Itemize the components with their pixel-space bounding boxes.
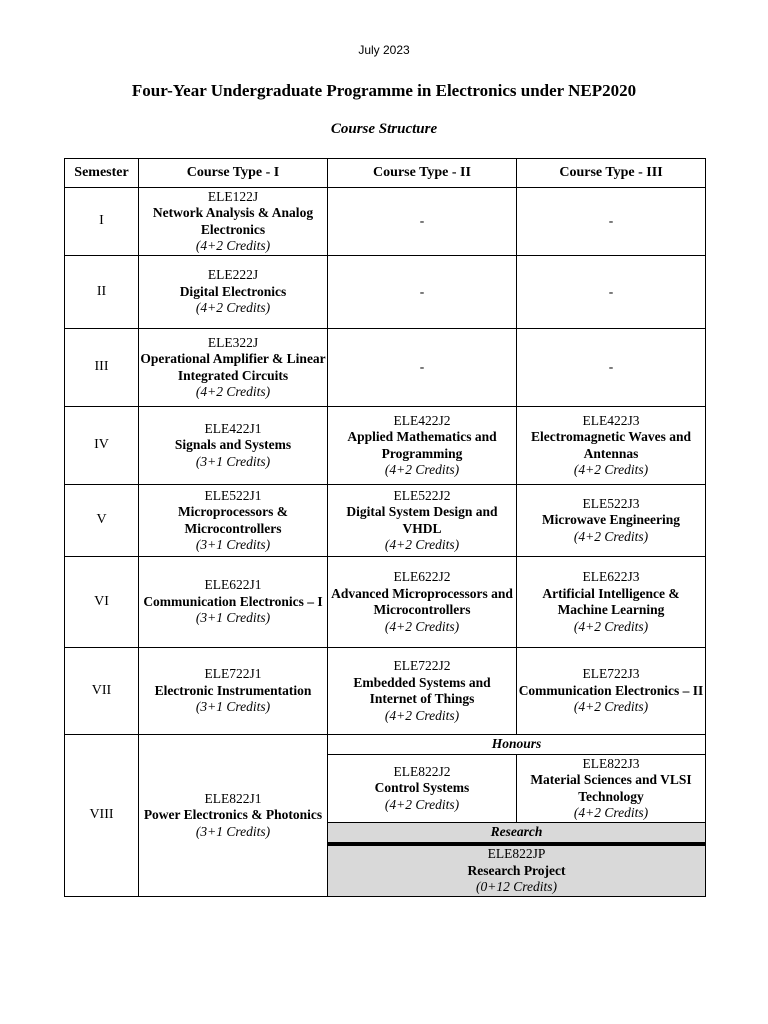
- course-cell: [517, 755, 706, 823]
- course-credits: (4+2 Credits): [384, 618, 460, 634]
- course-code: ELE422J3: [582, 412, 640, 428]
- header-semester: Semester: [65, 159, 139, 188]
- course-name: Research Project: [467, 862, 566, 878]
- course-cell: [328, 485, 517, 557]
- course-name: Operational Amplifier & Linear Integrated Circuits: [140, 351, 326, 383]
- honours-label: Honours: [328, 735, 706, 755]
- course-code: ELE622J1: [204, 577, 262, 593]
- course-credits: (4+2 Credits): [573, 462, 649, 477]
- course-code: ELE222J: [207, 267, 259, 283]
- course-code: ELE822J3: [582, 755, 640, 771]
- table-row: [65, 188, 706, 256]
- course-credits: (4+2 Credits): [195, 238, 271, 253]
- course-credits: (3+1 Credits): [195, 699, 271, 715]
- course-code: ELE522J1: [204, 487, 262, 503]
- course-cell: [139, 735, 328, 897]
- course-name: Advanced Microprocessors and Microcontrollers: [331, 585, 513, 617]
- document-title: Four-Year Undergraduate Programme in Electronics under NEP2020: [131, 81, 637, 100]
- course-code: ELE322J: [207, 334, 259, 350]
- course-credits: (3+1 Credits): [195, 823, 271, 839]
- empty-course-cell: -: [517, 188, 706, 256]
- course-name: Embedded Systems and Internet of Things: [353, 674, 491, 706]
- course-code: ELE422J1: [204, 420, 262, 436]
- research-label: Research: [328, 823, 706, 845]
- semester-cell: III: [65, 329, 139, 407]
- course-cell: [139, 485, 328, 557]
- course-code: ELE122J: [207, 188, 259, 204]
- course-code: ELE722J3: [582, 666, 640, 682]
- course-name: Artificial Intelligence & Machine Learning: [542, 585, 680, 617]
- table-header-row: [65, 159, 706, 188]
- empty-course-cell: -: [517, 256, 706, 329]
- course-code: ELE622J3: [582, 569, 640, 584]
- course-cell: [517, 485, 706, 557]
- research-course-cell: [328, 844, 706, 896]
- empty-course-cell: -: [328, 329, 517, 407]
- course-name: Electromagnetic Waves and Antennas: [531, 429, 691, 461]
- semester-cell: II: [65, 256, 139, 329]
- table-row: [65, 735, 706, 755]
- course-credits: (3+1 Credits): [195, 537, 271, 552]
- course-credits: (4+2 Credits): [573, 805, 649, 820]
- course-cell: [139, 188, 328, 256]
- course-credits: (3+1 Credits): [195, 453, 271, 469]
- table-row: [65, 648, 706, 735]
- course-code: ELE422J2: [393, 412, 451, 428]
- header-course-type-2: Course Type - II: [328, 159, 517, 188]
- course-code: ELE822J2: [393, 763, 451, 779]
- course-name: Material Sciences and VLSI Technology: [530, 772, 692, 804]
- course-cell: [328, 407, 517, 485]
- table-row: [65, 256, 706, 329]
- course-name: Power Electronics & Photonics: [143, 807, 323, 822]
- table-row: [65, 485, 706, 557]
- course-name: Digital System Design and VHDL: [346, 504, 498, 536]
- course-name: Digital Electronics: [179, 283, 287, 299]
- course-name: Signals and Systems: [174, 437, 292, 453]
- course-credits: (4+2 Credits): [195, 384, 271, 399]
- course-name: Control Systems: [374, 780, 470, 796]
- course-code: ELE522J3: [582, 495, 640, 511]
- course-name: Communication Electronics – I: [143, 593, 323, 609]
- course-cell: [139, 256, 328, 329]
- course-credits: (4+2 Credits): [195, 300, 271, 316]
- course-code: ELE822JP: [487, 846, 546, 861]
- course-cell: [328, 648, 517, 735]
- course-code: ELE722J1: [204, 666, 262, 682]
- semester-cell: VIII: [65, 735, 139, 897]
- course-cell: [517, 407, 706, 485]
- course-code: ELE822J1: [204, 790, 262, 806]
- table-row: [65, 329, 706, 407]
- course-credits: (4+2 Credits): [384, 537, 460, 552]
- course-cell: [139, 557, 328, 648]
- semester-cell: VI: [65, 557, 139, 648]
- document-date: July 2023: [358, 43, 410, 57]
- course-credits: (4+2 Credits): [573, 528, 649, 544]
- course-cell: [517, 557, 706, 648]
- header-course-type-1: Course Type - I: [139, 159, 328, 188]
- course-cell: [139, 407, 328, 485]
- empty-course-cell: -: [328, 188, 517, 256]
- course-name: Communication Electronics – II: [518, 682, 704, 698]
- course-name: Applied Mathematics and Programming: [347, 429, 497, 461]
- table-row: [65, 407, 706, 485]
- course-cell: [328, 755, 517, 823]
- document-subtitle: Course Structure: [330, 121, 438, 137]
- empty-course-cell: -: [517, 329, 706, 407]
- semester-cell: I: [65, 188, 139, 256]
- course-cell: [139, 329, 328, 407]
- header-course-type-3: Course Type - III: [517, 159, 706, 188]
- course-code: ELE622J2: [393, 569, 451, 584]
- table-row: [65, 557, 706, 648]
- course-name: Network Analysis & Analog Electronics: [152, 205, 314, 237]
- course-cell: [328, 557, 517, 648]
- course-code: ELE722J2: [393, 658, 451, 673]
- course-code: ELE522J2: [393, 487, 451, 503]
- course-credits: (4+2 Credits): [384, 462, 460, 477]
- course-credits: (4+2 Credits): [384, 707, 460, 723]
- course-cell: [139, 648, 328, 735]
- course-name: Microprocessors & Microcontrollers: [177, 504, 289, 536]
- semester-cell: IV: [65, 407, 139, 485]
- semester-cell: VII: [65, 648, 139, 735]
- course-credits: (4+2 Credits): [573, 699, 649, 715]
- course-credits: (0+12 Credits): [476, 879, 557, 894]
- course-credits: (3+1 Credits): [195, 610, 271, 626]
- course-name: Electronic Instrumentation: [154, 682, 312, 698]
- semester-cell: V: [65, 485, 139, 557]
- empty-course-cell: -: [328, 256, 517, 329]
- course-name: Microwave Engineering: [541, 512, 681, 528]
- course-cell: [517, 648, 706, 735]
- course-structure-table: [64, 158, 706, 897]
- course-credits: (4+2 Credits): [573, 618, 649, 634]
- course-credits: (4+2 Credits): [384, 796, 460, 812]
